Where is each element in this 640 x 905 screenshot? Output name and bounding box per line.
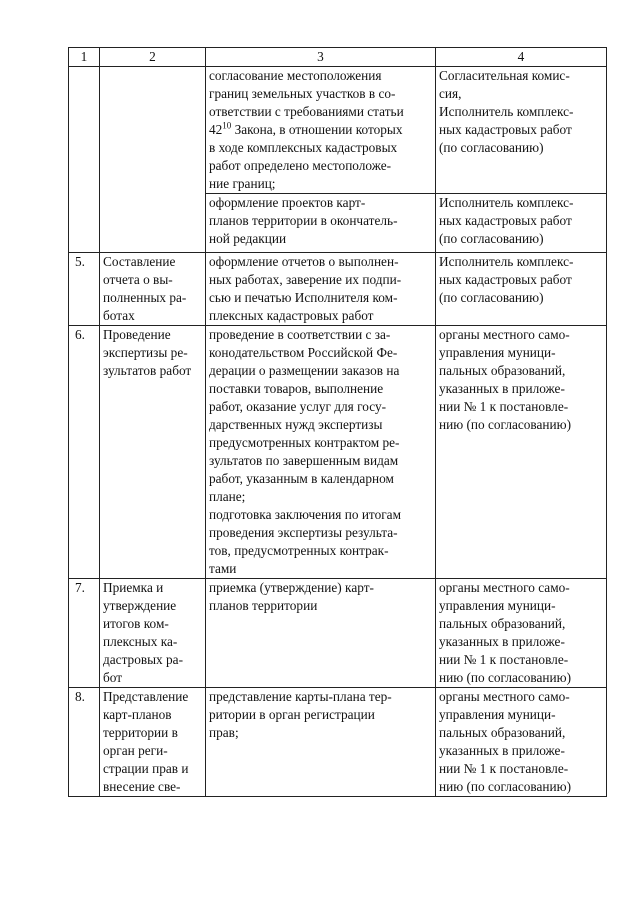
row-number: 7. xyxy=(69,579,100,688)
executor-cell: Исполнитель комплекс- ных кадастровых работ (по согласованию) xyxy=(436,253,607,326)
executor-cell: органы местного само- управления муници- пальных образований, указанных в приложе- нии № 1 к постановле- нию (по согласованию) xyxy=(436,579,607,688)
action-cell: оформление отчетов о выполнен- ных работах, заверение их подпи- сью и печатью Исполнителя ком- плексных кадастровых работ xyxy=(206,253,436,326)
header-col-1: 1 xyxy=(69,48,100,67)
executor-cell: Исполнитель комплекс- ных кадастровых работ (по согласованию) xyxy=(436,194,607,253)
header-row xyxy=(69,48,607,67)
action-cell: приемка (утверждение) карт- планов территории xyxy=(206,579,436,688)
stage-name: Проведение экспертизы ре- зультатов работ xyxy=(100,326,206,579)
stage-name: Приемка и утверждение итогов ком- плексных ка- дастровых ра- бот xyxy=(100,579,206,688)
header-col-3: 3 xyxy=(206,48,436,67)
table-row xyxy=(69,67,607,194)
action-cell xyxy=(206,67,436,194)
action-text-post: Закона, в отношении которых в ходе комплексных кадастровых работ определено местоположе- ние границ; xyxy=(209,122,403,191)
row-number xyxy=(69,67,100,253)
executor-cell: Согласительная комис- сия, Исполнитель комплекс- ных кадастровых работ (по согласованию) xyxy=(436,67,607,194)
table-row xyxy=(69,579,607,688)
action-cell: представление карты-плана тер- ритории в орган регистрации прав; xyxy=(206,688,436,797)
executor-cell: органы местного само- управления муници- пальных образований, указанных в приложе- нии № 1 к постановле- нию (по согласованию) xyxy=(436,326,607,579)
action-cell: оформление проектов карт- планов территории в окончатель- ной редакции xyxy=(206,194,436,253)
action-superscript: 10 xyxy=(222,120,232,131)
stage-name: Представление карт-планов территории в орган реги- страции прав и внесение све- xyxy=(100,688,206,797)
row-number: 8. xyxy=(69,688,100,797)
table-row xyxy=(69,253,607,326)
stage-name: Составление отчета о вы- полненных ра- ботах xyxy=(100,253,206,326)
executor-cell: органы местного само- управления муници- пальных образований, указанных в приложе- нии № 1 к постановле- нию (по согласованию) xyxy=(436,688,607,797)
schedule-table xyxy=(68,47,607,797)
row-number: 6. xyxy=(69,326,100,579)
row-number: 5. xyxy=(69,253,100,326)
stage-name xyxy=(100,67,206,253)
header-col-4: 4 xyxy=(436,48,607,67)
action-cell: проведение в соответствии с за- конодательством Российской Фе- дерации о размещении заказов на поставки товаров, выполнение работ, оказание услуг для госу- дарственных нужд экспертизы предусмотренных контрактом ре- зультатов по завершенным видам работ, указанным в календарном плане; подготовка заключения по итогам проведения экспертизы результа- тов, предусмотренных контрак- тами xyxy=(206,326,436,579)
table-row xyxy=(69,326,607,579)
action-text-pre: согласование местоположения границ земельных участков в со- ответствии с требованиями статьи 42 xyxy=(209,68,404,137)
table-row xyxy=(69,688,607,797)
header-col-2: 2 xyxy=(100,48,206,67)
